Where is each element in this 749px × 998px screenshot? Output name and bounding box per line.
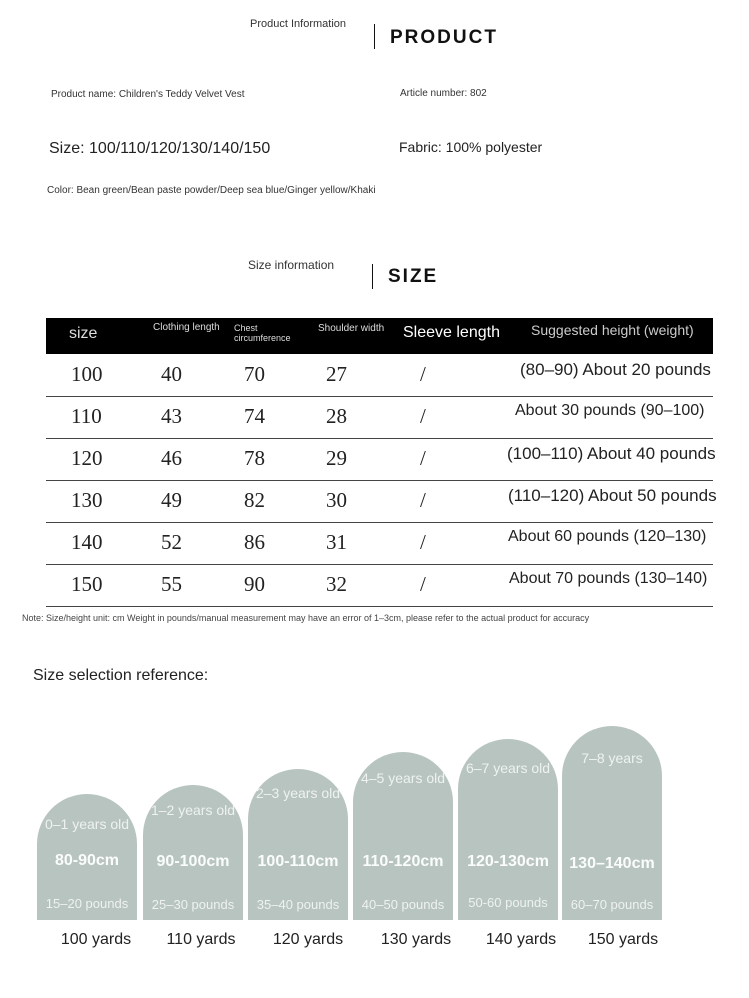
table-row [46, 438, 716, 481]
color-list: Color: Bean green/Bean paste powder/Deep sea blue/Ginger yellow/Khaki [47, 185, 376, 196]
header-shoulder: Shoulder width [318, 323, 385, 334]
fabric: Fabric: 100% polyester [399, 139, 543, 155]
table-row [46, 522, 713, 565]
cell-suggested: About 70 pounds (130–140) [509, 570, 708, 587]
yard-label: 110 yards [166, 931, 236, 948]
arch-age: 7–8 years [581, 750, 643, 766]
yard-label: 150 yards [587, 931, 659, 948]
size-reference-title: Size selection reference: [33, 667, 209, 684]
arch-weight: 60–70 pounds [570, 897, 654, 912]
cell-suggested: About 30 pounds (90–100) [515, 402, 705, 419]
measurement-note: Note: Size/height unit: cm Weight in pounds/manual measurement may have an error of 1–3cm, please refer to the actual product for accuracy [22, 613, 590, 623]
cell-clothing-length: 55 [161, 572, 182, 596]
product-title: PRODUCT [390, 27, 498, 48]
cell-suggested: (110–120) About 50 pounds [508, 486, 717, 505]
cell-sleeve: / [420, 530, 426, 554]
cell-clothing-length: 40 [161, 362, 182, 386]
arch-weight: 15–20 pounds [45, 896, 129, 911]
cell-size: 100 [71, 362, 103, 386]
size-arch-110 [143, 785, 243, 920]
cell-sleeve: / [420, 446, 426, 470]
size-arch-150 [562, 726, 662, 920]
yard-label: 120 yards [272, 931, 344, 948]
size-arch-120 [248, 769, 348, 920]
yard-label: 100 yards [60, 931, 132, 948]
arch-age: 4–5 years old [360, 770, 446, 786]
cell-shoulder: 30 [326, 488, 347, 512]
cell-clothing-length: 43 [161, 404, 182, 428]
yard-label: 130 yards [380, 931, 452, 948]
header-size: size [69, 325, 98, 342]
header-suggested: Suggested height (weight) [531, 322, 694, 338]
header-chest: Chest circumference [234, 323, 291, 343]
size-title: SIZE [388, 266, 439, 287]
arch-height: 90-100cm [156, 853, 230, 870]
size-table-header [46, 318, 713, 354]
header-sleeve: Sleeve length [403, 324, 500, 341]
cell-chest: 82 [244, 488, 265, 512]
cell-clothing-length: 49 [161, 488, 182, 512]
cell-shoulder: 29 [326, 446, 347, 470]
arch-age: 2–3 years old [255, 785, 341, 801]
arch-height: 110-120cm [362, 853, 444, 870]
product-header-divider [374, 24, 375, 49]
arch-height: 130–140cm [569, 855, 655, 872]
cell-sleeve: / [420, 362, 426, 386]
arch-weight: 40–50 pounds [361, 897, 445, 912]
cell-clothing-length: 52 [161, 530, 182, 554]
size-list: Size: 100/110/120/130/140/150 [49, 140, 271, 157]
cell-shoulder: 31 [326, 530, 347, 554]
cell-suggested: (80–90) About 20 pounds [520, 360, 711, 379]
cell-size: 140 [71, 530, 103, 554]
arch-height: 120-130cm [467, 853, 549, 870]
table-row [46, 396, 713, 439]
arch-age: 6–7 years old [465, 760, 551, 776]
product-name: Product name: Children's Teddy Velvet Vest [51, 89, 245, 100]
yard-label: 140 yards [485, 931, 557, 948]
arch-weight: 35–40 pounds [256, 897, 340, 912]
cell-chest: 74 [244, 404, 265, 428]
size-info-label: Size information [248, 258, 335, 272]
cell-chest: 86 [244, 530, 265, 554]
cell-clothing-length: 46 [161, 446, 182, 470]
arch-weight: 25–30 pounds [151, 897, 235, 912]
size-arch-140 [458, 739, 558, 920]
cell-suggested: About 60 pounds (120–130) [508, 528, 707, 545]
cell-shoulder: 27 [326, 362, 347, 386]
cell-chest: 90 [244, 572, 265, 596]
cell-size: 110 [71, 404, 102, 428]
cell-chest: 78 [244, 446, 265, 470]
size-header-divider [372, 264, 373, 289]
arch-weight: 50-60 pounds [468, 895, 548, 910]
cell-sleeve: / [420, 404, 426, 428]
table-row [46, 564, 713, 607]
product-info-label: Product Information [250, 18, 346, 30]
cell-size: 130 [71, 488, 103, 512]
size-arch-100 [37, 794, 137, 920]
arch-height: 100-110cm [257, 853, 339, 870]
cell-sleeve: / [420, 572, 426, 596]
table-row [46, 480, 717, 523]
cell-suggested: (100–110) About 40 pounds [507, 444, 716, 463]
cell-size: 120 [71, 446, 103, 470]
cell-sleeve: / [420, 488, 426, 512]
table-row [46, 354, 713, 397]
arch-age: 1–2 years old [150, 802, 236, 818]
article-number: Article number: 802 [400, 88, 487, 99]
arch-height: 80-90cm [54, 852, 120, 869]
cell-shoulder: 28 [326, 404, 347, 428]
cell-size: 150 [71, 572, 103, 596]
cell-chest: 70 [244, 362, 265, 386]
header-clothing-length: Clothing length [153, 322, 220, 333]
size-arch-130 [353, 752, 453, 920]
arch-age: 0–1 years old [44, 816, 130, 832]
cell-shoulder: 32 [326, 572, 347, 596]
